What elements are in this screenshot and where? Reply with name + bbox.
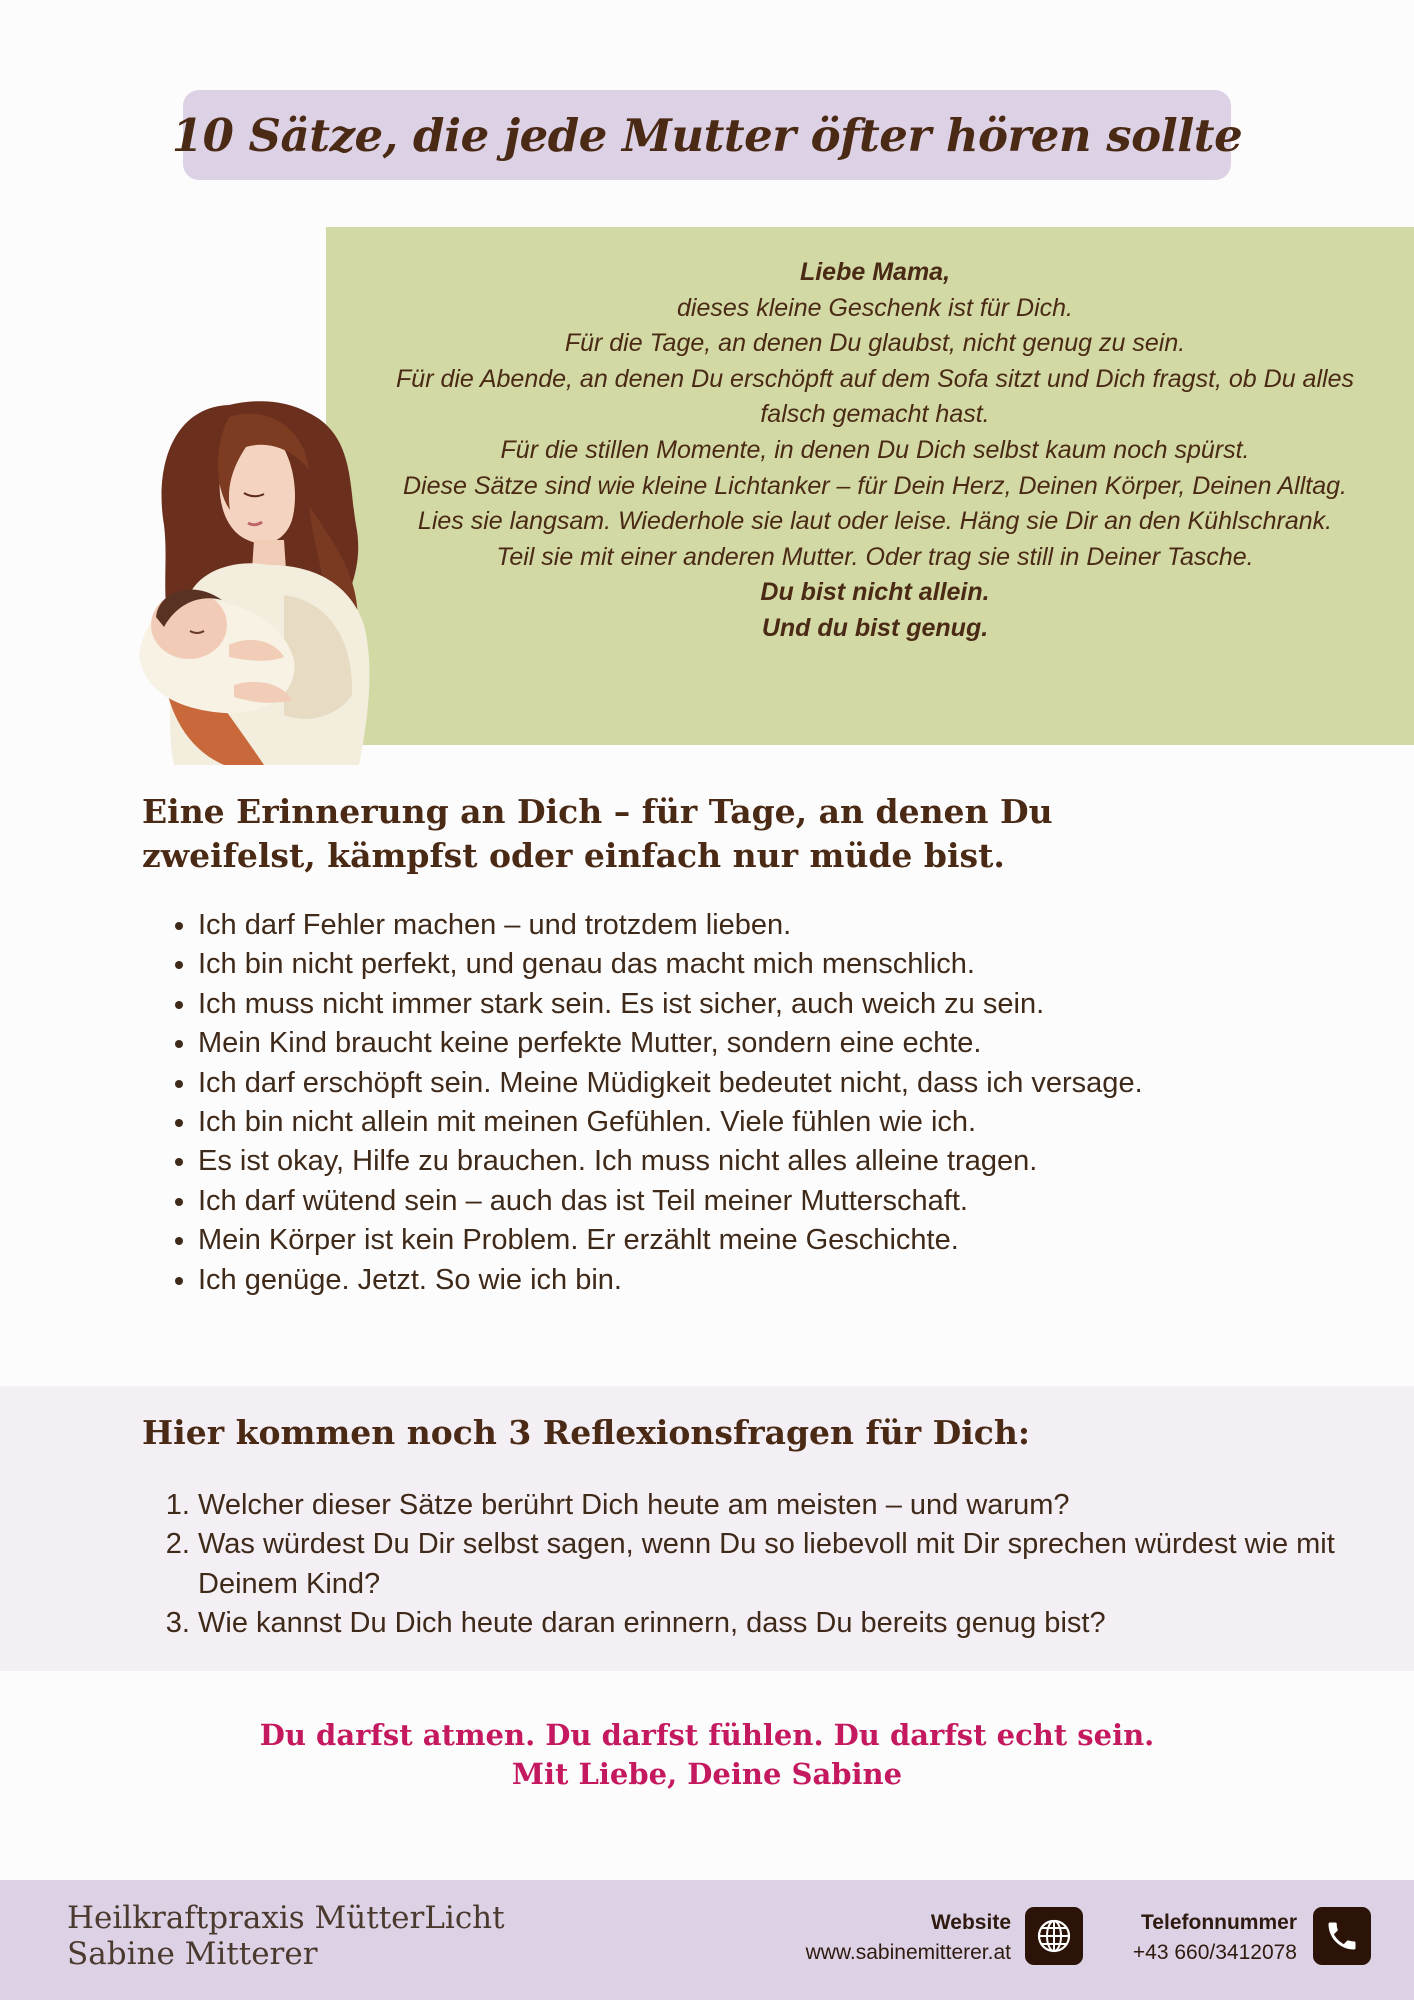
letter-line: Für die Abende, an denen Du erschöpft auf dem Sofa sitzt und Dich fragst, ob Du alles falsch gemacht hast. <box>396 364 1354 429</box>
closing-line-1: Du darfst atmen. Du darfst fühlen. Du darfst echt sein. <box>259 1718 1155 1752</box>
person-name: Sabine Mitterer <box>67 1936 318 1972</box>
phone-contact[interactable] <box>1133 1908 1297 1968</box>
reflection-heading: Hier kommen noch 3 Reflexionsfragen für Dich: <box>142 1413 1031 1452</box>
mother-holding-baby-illustration <box>134 395 394 771</box>
reflection-question: 1. Welcher dieser Sätze berührt Dich heute am meisten – und warum? <box>198 1486 1338 1525</box>
reflection-question: 3. Wie kannst Du Dich heute daran erinnern, dass Du bereits genug bist? <box>198 1604 1338 1643</box>
list-item: • Ich darf wütend sein – auch das ist Teil meiner Mutterschaft. <box>198 1182 1238 1221</box>
letter-box <box>326 227 1414 745</box>
globe-icon-svg <box>1035 1917 1073 1955</box>
reminder-heading: Eine Erinnerung an Dich – für Tage, an denen Du zweifelst, kämpfst oder einfach nur müde bist. <box>142 792 1053 875</box>
list-item: • Ich genüge. Jetzt. So wie ich bin. <box>198 1261 1238 1300</box>
website-label: Website <box>930 1911 1011 1934</box>
globe-icon[interactable] <box>1025 1907 1083 1965</box>
closing-signature: Mit Liebe, Deine Sabine <box>511 1757 903 1791</box>
affirmation-list <box>142 906 1238 1300</box>
footer <box>0 1880 1414 2000</box>
title-banner <box>171 90 1243 180</box>
list-item: • Ich darf erschöpft sein. Meine Müdigkeit bedeutet nicht, dass ich versage. <box>198 1064 1238 1103</box>
mother-baby-svg <box>134 395 394 771</box>
footer-branding <box>67 1900 505 1972</box>
website-url[interactable]: www.sabinemitterer.at <box>805 1941 1011 1964</box>
list-item: • Ich bin nicht allein mit meinen Gefühlen. Viele fühlen wie ich. <box>198 1103 1238 1142</box>
phone-icon-svg <box>1324 1918 1360 1954</box>
letter-line: Teil sie mit einer anderen Mutter. Oder trag sie still in Deiner Tasche. <box>496 542 1254 571</box>
letter-line: dieses kleine Geschenk ist für Dich. <box>676 293 1073 322</box>
list-item: • Ich darf Fehler machen – und trotzdem lieben. <box>198 906 1238 945</box>
reflection-question: 2. Was würdest Du Dir selbst sagen, wenn Du so liebevoll mit Dir sprechen würdest wie mit Deinem Kind? <box>198 1525 1338 1604</box>
list-item: • Es ist okay, Hilfe zu brauchen. Ich muss nicht alles alleine tragen. <box>198 1142 1238 1181</box>
letter-greeting: Liebe Mama, <box>799 258 951 286</box>
page-title: 10 Sätze, die jede Mutter öfter hören sollte <box>171 108 1243 162</box>
closing-message <box>0 1716 1414 1794</box>
list-item: • Mein Körper ist kein Problem. Er erzählt meine Geschichte. <box>198 1221 1238 1260</box>
practice-name: Heilkraftpraxis MütterLicht <box>67 1900 505 1936</box>
letter-line: Diese Sätze sind wie kleine Lichtanker – für Dein Herz, Deinen Körper, Deinen Alltag. <box>402 471 1347 500</box>
reflection-question-list <box>142 1486 1338 1644</box>
letter-closing-2: Und du bist genug. <box>761 613 989 642</box>
list-item: • Ich muss nicht immer stark sein. Es ist sicher, auch weich zu sein. <box>198 985 1238 1024</box>
website-contact[interactable] <box>806 1908 1011 1968</box>
letter-text <box>366 255 1384 647</box>
phone-label: Telefonnummer <box>1141 1911 1297 1934</box>
phone-icon[interactable] <box>1313 1907 1371 1965</box>
letter-line: Für die Tage, an denen Du glaubst, nicht genug zu sein. <box>564 329 1186 358</box>
list-item: • Mein Kind braucht keine perfekte Mutter, sondern eine echte. <box>198 1024 1238 1063</box>
phone-number[interactable]: +43 660/3412078 <box>1132 1941 1297 1964</box>
letter-line: Für die stillen Momente, in denen Du Dich selbst kaum noch spürst. <box>500 435 1250 464</box>
letter-line: Lies sie langsam. Wiederhole sie laut oder leise. Häng sie Dir an den Kühlschrank. <box>417 507 1333 536</box>
list-item: • Ich bin nicht perfekt, und genau das macht mich menschlich. <box>198 945 1238 984</box>
letter-closing-1: Du bist nicht allein. <box>760 578 990 607</box>
